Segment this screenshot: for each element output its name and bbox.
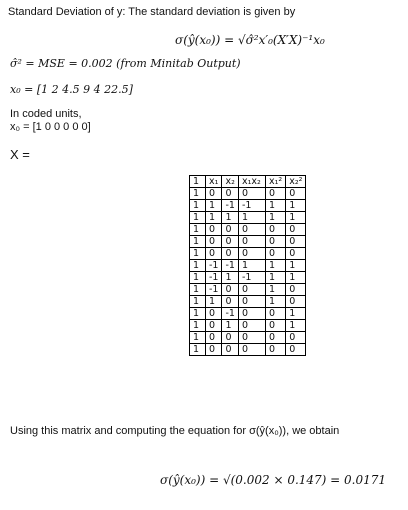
matrix-cell: 0	[222, 344, 238, 356]
matrix-cell: 0	[286, 344, 306, 356]
matrix-cell: 0	[222, 236, 238, 248]
matrix-row	[190, 344, 306, 356]
matrix-cell: 1	[190, 332, 206, 344]
matrix-cell: -1	[238, 200, 265, 212]
x-matrix-label: X =	[10, 147, 30, 162]
using-text: Using this matrix and computing the equation for σ(ŷ(x₀)), we obtain	[10, 425, 340, 437]
matrix-cell: 0	[238, 284, 265, 296]
coded-units-label: In coded units,	[10, 108, 82, 120]
matrix-header-cell: x₁x₂	[238, 176, 265, 188]
matrix-row	[190, 260, 306, 272]
matrix-row	[190, 284, 306, 296]
matrix-cell: 1	[190, 248, 206, 260]
matrix-cell: 1	[286, 320, 306, 332]
matrix-cell: 0	[222, 284, 238, 296]
matrix-cell: 0	[206, 248, 222, 260]
matrix-cell: 1	[286, 260, 306, 272]
matrix-cell: 1	[190, 320, 206, 332]
matrix-cell: 1	[222, 272, 238, 284]
matrix-cell: 0	[265, 332, 285, 344]
matrix-cell: 0	[206, 320, 222, 332]
matrix-cell: 1	[222, 212, 238, 224]
matrix-cell: 1	[190, 344, 206, 356]
matrix-cell: 0	[206, 332, 222, 344]
matrix-cell: 1	[265, 296, 285, 308]
matrix-cell: 1	[265, 260, 285, 272]
matrix-header-cell: 1	[190, 176, 206, 188]
matrix-cell: 1	[190, 188, 206, 200]
matrix-cell: 0	[286, 248, 306, 260]
matrix-cell: 0	[265, 308, 285, 320]
matrix-row	[190, 272, 306, 284]
matrix-cell: 0	[206, 236, 222, 248]
sigma-mse-line: σ̂² = MSE = 0.002 (from Minitab Output)	[10, 57, 241, 70]
matrix-cell: 0	[238, 308, 265, 320]
matrix-cell: -1	[206, 284, 222, 296]
matrix-row	[190, 320, 306, 332]
matrix-cell: 0	[286, 188, 306, 200]
matrix-cell: 0	[206, 308, 222, 320]
matrix-cell: 0	[238, 236, 265, 248]
matrix-cell: 0	[286, 332, 306, 344]
matrix-cell: 1	[190, 308, 206, 320]
matrix-cell: 1	[286, 308, 306, 320]
matrix-header-cell: x₁²	[265, 176, 285, 188]
matrix-cell: -1	[222, 260, 238, 272]
matrix-row	[190, 236, 306, 248]
matrix-header-cell: x₂²	[286, 176, 306, 188]
matrix-cell: 0	[238, 320, 265, 332]
matrix-header-cell: x₁	[206, 176, 222, 188]
matrix-cell: 1	[190, 272, 206, 284]
matrix-cell: 1	[286, 212, 306, 224]
matrix-cell: 0	[222, 296, 238, 308]
matrix-cell: 0	[286, 284, 306, 296]
matrix-row	[190, 248, 306, 260]
matrix-row	[190, 332, 306, 344]
matrix-cell: 0	[238, 188, 265, 200]
matrix-cell: 0	[286, 224, 306, 236]
matrix-cell: 1	[206, 200, 222, 212]
matrix-cell: 1	[286, 272, 306, 284]
x0-coded-line: x₀ = [1 0 0 0 0 0]	[10, 121, 91, 133]
matrix-cell: 0	[222, 332, 238, 344]
matrix-cell: 0	[265, 236, 285, 248]
matrix-row	[190, 224, 306, 236]
matrix-cell: 0	[238, 224, 265, 236]
matrix-cell: 1	[190, 260, 206, 272]
matrix-row	[190, 212, 306, 224]
intro-text: Standard Deviation of y: The standard deviation is given by	[8, 6, 296, 18]
matrix-cell: 1	[238, 260, 265, 272]
matrix-cell: 1	[206, 296, 222, 308]
matrix-cell: 0	[238, 248, 265, 260]
matrix-cell: 0	[238, 332, 265, 344]
matrix-cell: 0	[286, 236, 306, 248]
matrix-cell: 0	[222, 248, 238, 260]
matrix-cell: 0	[265, 344, 285, 356]
matrix-cell: 0	[206, 224, 222, 236]
matrix-cell: 1	[190, 212, 206, 224]
result-formula: σ(ŷ(x₀)) = √(0.002 × 0.147) = 0.0171	[160, 473, 387, 487]
matrix-cell: 1	[238, 212, 265, 224]
matrix-cell: 0	[265, 188, 285, 200]
matrix-cell: 0	[206, 188, 222, 200]
design-matrix	[189, 175, 306, 356]
matrix-cell: 1	[190, 296, 206, 308]
matrix-cell: 1	[206, 212, 222, 224]
matrix-cell: 0	[265, 320, 285, 332]
matrix-cell: -1	[222, 308, 238, 320]
matrix-header-row	[190, 176, 306, 188]
matrix-cell: 1	[265, 284, 285, 296]
matrix-cell: 0	[265, 248, 285, 260]
matrix-cell: 1	[265, 212, 285, 224]
matrix-cell: 0	[222, 188, 238, 200]
matrix-cell: 1	[190, 284, 206, 296]
matrix-cell: 1	[265, 272, 285, 284]
matrix-header-cell: x₂	[222, 176, 238, 188]
matrix-cell: -1	[222, 200, 238, 212]
matrix-cell: -1	[238, 272, 265, 284]
matrix-cell: 1	[286, 200, 306, 212]
matrix-cell: 1	[190, 236, 206, 248]
matrix-cell: 1	[222, 320, 238, 332]
x0-line: x₀ = [1 2 4.5 9 4 22.5]	[10, 83, 133, 96]
matrix-cell: -1	[206, 260, 222, 272]
matrix-cell: 0	[265, 224, 285, 236]
sd-formula: σ(ŷ(x₀)) = √σ̂²x′₀(X′X)⁻¹x₀	[175, 33, 325, 47]
matrix-cell: 0	[238, 296, 265, 308]
matrix-row	[190, 188, 306, 200]
matrix-row	[190, 200, 306, 212]
matrix-cell: 1	[190, 224, 206, 236]
matrix-cell: 0	[222, 224, 238, 236]
matrix-cell: 1	[265, 200, 285, 212]
matrix-cell: 0	[206, 344, 222, 356]
matrix-cell: -1	[206, 272, 222, 284]
matrix-cell: 0	[286, 296, 306, 308]
matrix-cell: 0	[238, 344, 265, 356]
matrix-cell: 1	[190, 200, 206, 212]
matrix-row	[190, 308, 306, 320]
matrix-row	[190, 296, 306, 308]
